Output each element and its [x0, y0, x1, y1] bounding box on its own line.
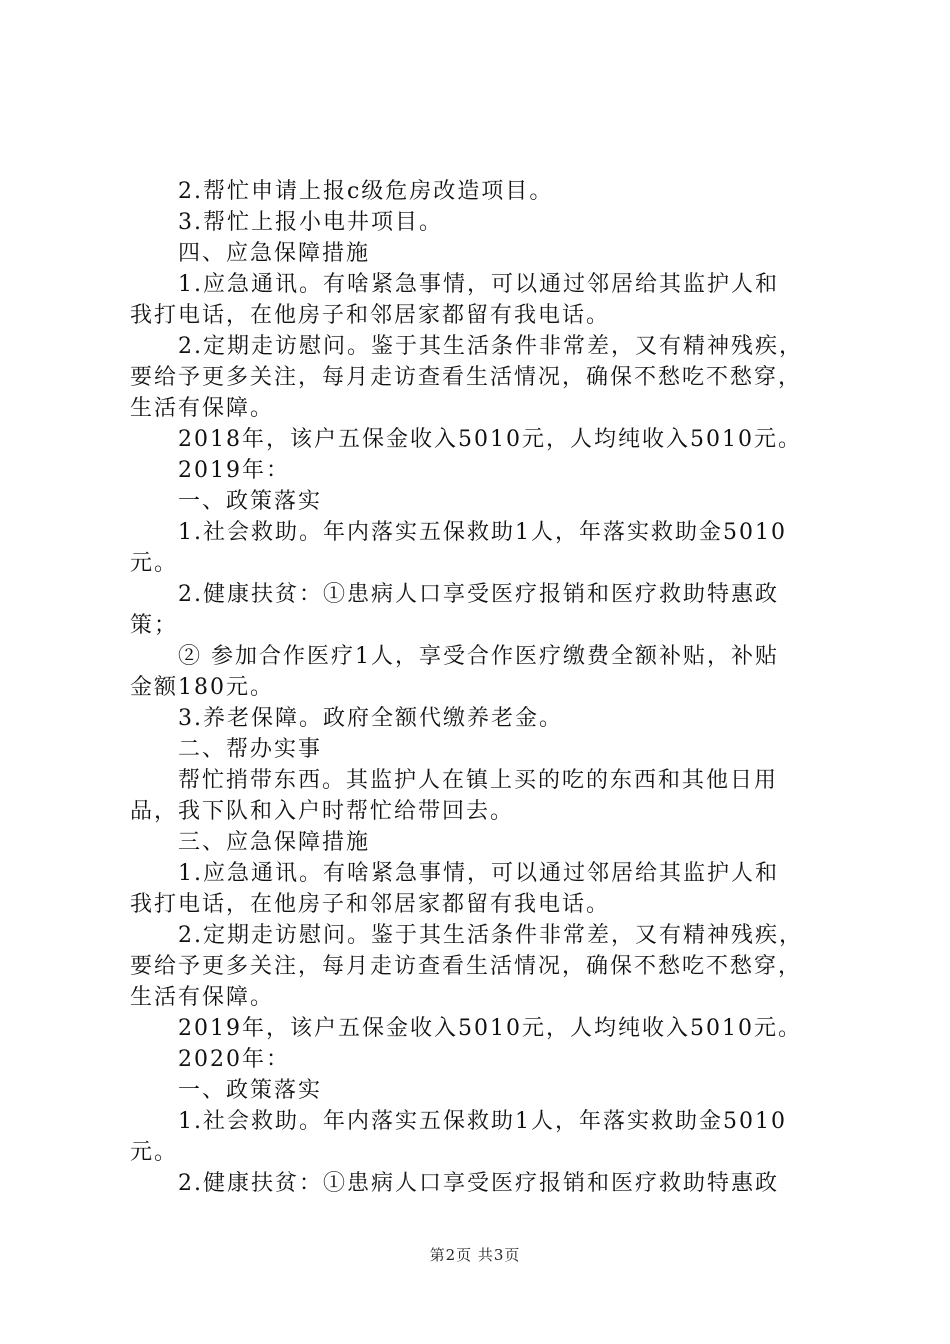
paragraph-line: 2.定期走访慰问。鉴于其生活条件非常差，又有精神残疾， [178, 923, 803, 948]
paragraph-line: 2018年，该户五保金收入5010元，人均纯收入5010元。 [178, 427, 802, 452]
paragraph-line: 金额180元。 [130, 675, 274, 700]
paragraph-line: 2019年，该户五保金收入5010元，人均纯收入5010元。 [178, 1016, 802, 1041]
paragraph-line: 我打电话，在他房子和邻居家都留有我电话。 [130, 892, 611, 917]
page-footer: 第2页 共3页 [429, 1246, 521, 1264]
paragraph-line: 1.应急通讯。有啥紧急事情，可以通过邻居给其监护人和 [178, 861, 779, 886]
paragraph-line: 2.定期走访慰问。鉴于其生活条件非常差，又有精神残疾， [178, 334, 803, 359]
paragraph-line: 1.社会救助。年内落实五保救助1人，年落实救助金5010 [178, 1109, 787, 1134]
paragraph-line: 1.社会救助。年内落实五保救助1人，年落实救助金5010 [178, 520, 787, 545]
paragraph-line: 我打电话，在他房子和邻居家都留有我电话。 [130, 303, 611, 328]
paragraph-line: 要给予更多关注，每月走访查看生活情况，确保不愁吃不愁穿， [130, 954, 803, 979]
section-heading: 一、政策落实 [178, 1078, 323, 1103]
paragraph-line: 要给予更多关注，每月走访查看生活情况，确保不愁吃不愁穿， [130, 365, 803, 390]
year-heading: 2019年： [178, 458, 290, 483]
year-heading: 2020年： [178, 1047, 290, 1072]
section-heading: 一、政策落实 [178, 489, 323, 514]
section-heading: 二、帮办实事 [178, 737, 323, 762]
paragraph-line: 元。 [130, 1140, 179, 1165]
paragraph-line: 2.帮忙申请上报c级危房改造项目。 [178, 179, 554, 204]
section-heading: 四、应急保障措施 [178, 241, 371, 266]
paragraph-line: 生活有保障。 [130, 985, 275, 1010]
section-heading: 三、应急保障措施 [178, 830, 371, 855]
paragraph-line: 品，我下队和入户时帮忙给带回去。 [130, 799, 515, 824]
paragraph-line: 元。 [130, 551, 179, 576]
paragraph-line: 1.应急通讯。有啥紧急事情，可以通过邻居给其监护人和 [178, 272, 779, 297]
paragraph-line: 2.健康扶贫：①患病人口享受医疗报销和医疗救助特惠政 [178, 582, 779, 607]
paragraph-line: 2.健康扶贫：①患病人口享受医疗报销和医疗救助特惠政 [178, 1171, 779, 1196]
paragraph-line: 3.养老保障。政府全额代缴养老金。 [178, 706, 563, 731]
paragraph-line: 生活有保障。 [130, 396, 275, 421]
document-body [130, 176, 835, 1199]
paragraph-line: 帮忙捎带东西。其监护人在镇上买的吃的东西和其他日用 [178, 768, 779, 793]
paragraph-line: 策； [130, 613, 179, 638]
paragraph-line: 3.帮忙上报小电井项目。 [178, 210, 443, 235]
paragraph-line: ② 参加合作医疗1人，享受合作医疗缴费全额补贴，补贴 [178, 644, 779, 669]
